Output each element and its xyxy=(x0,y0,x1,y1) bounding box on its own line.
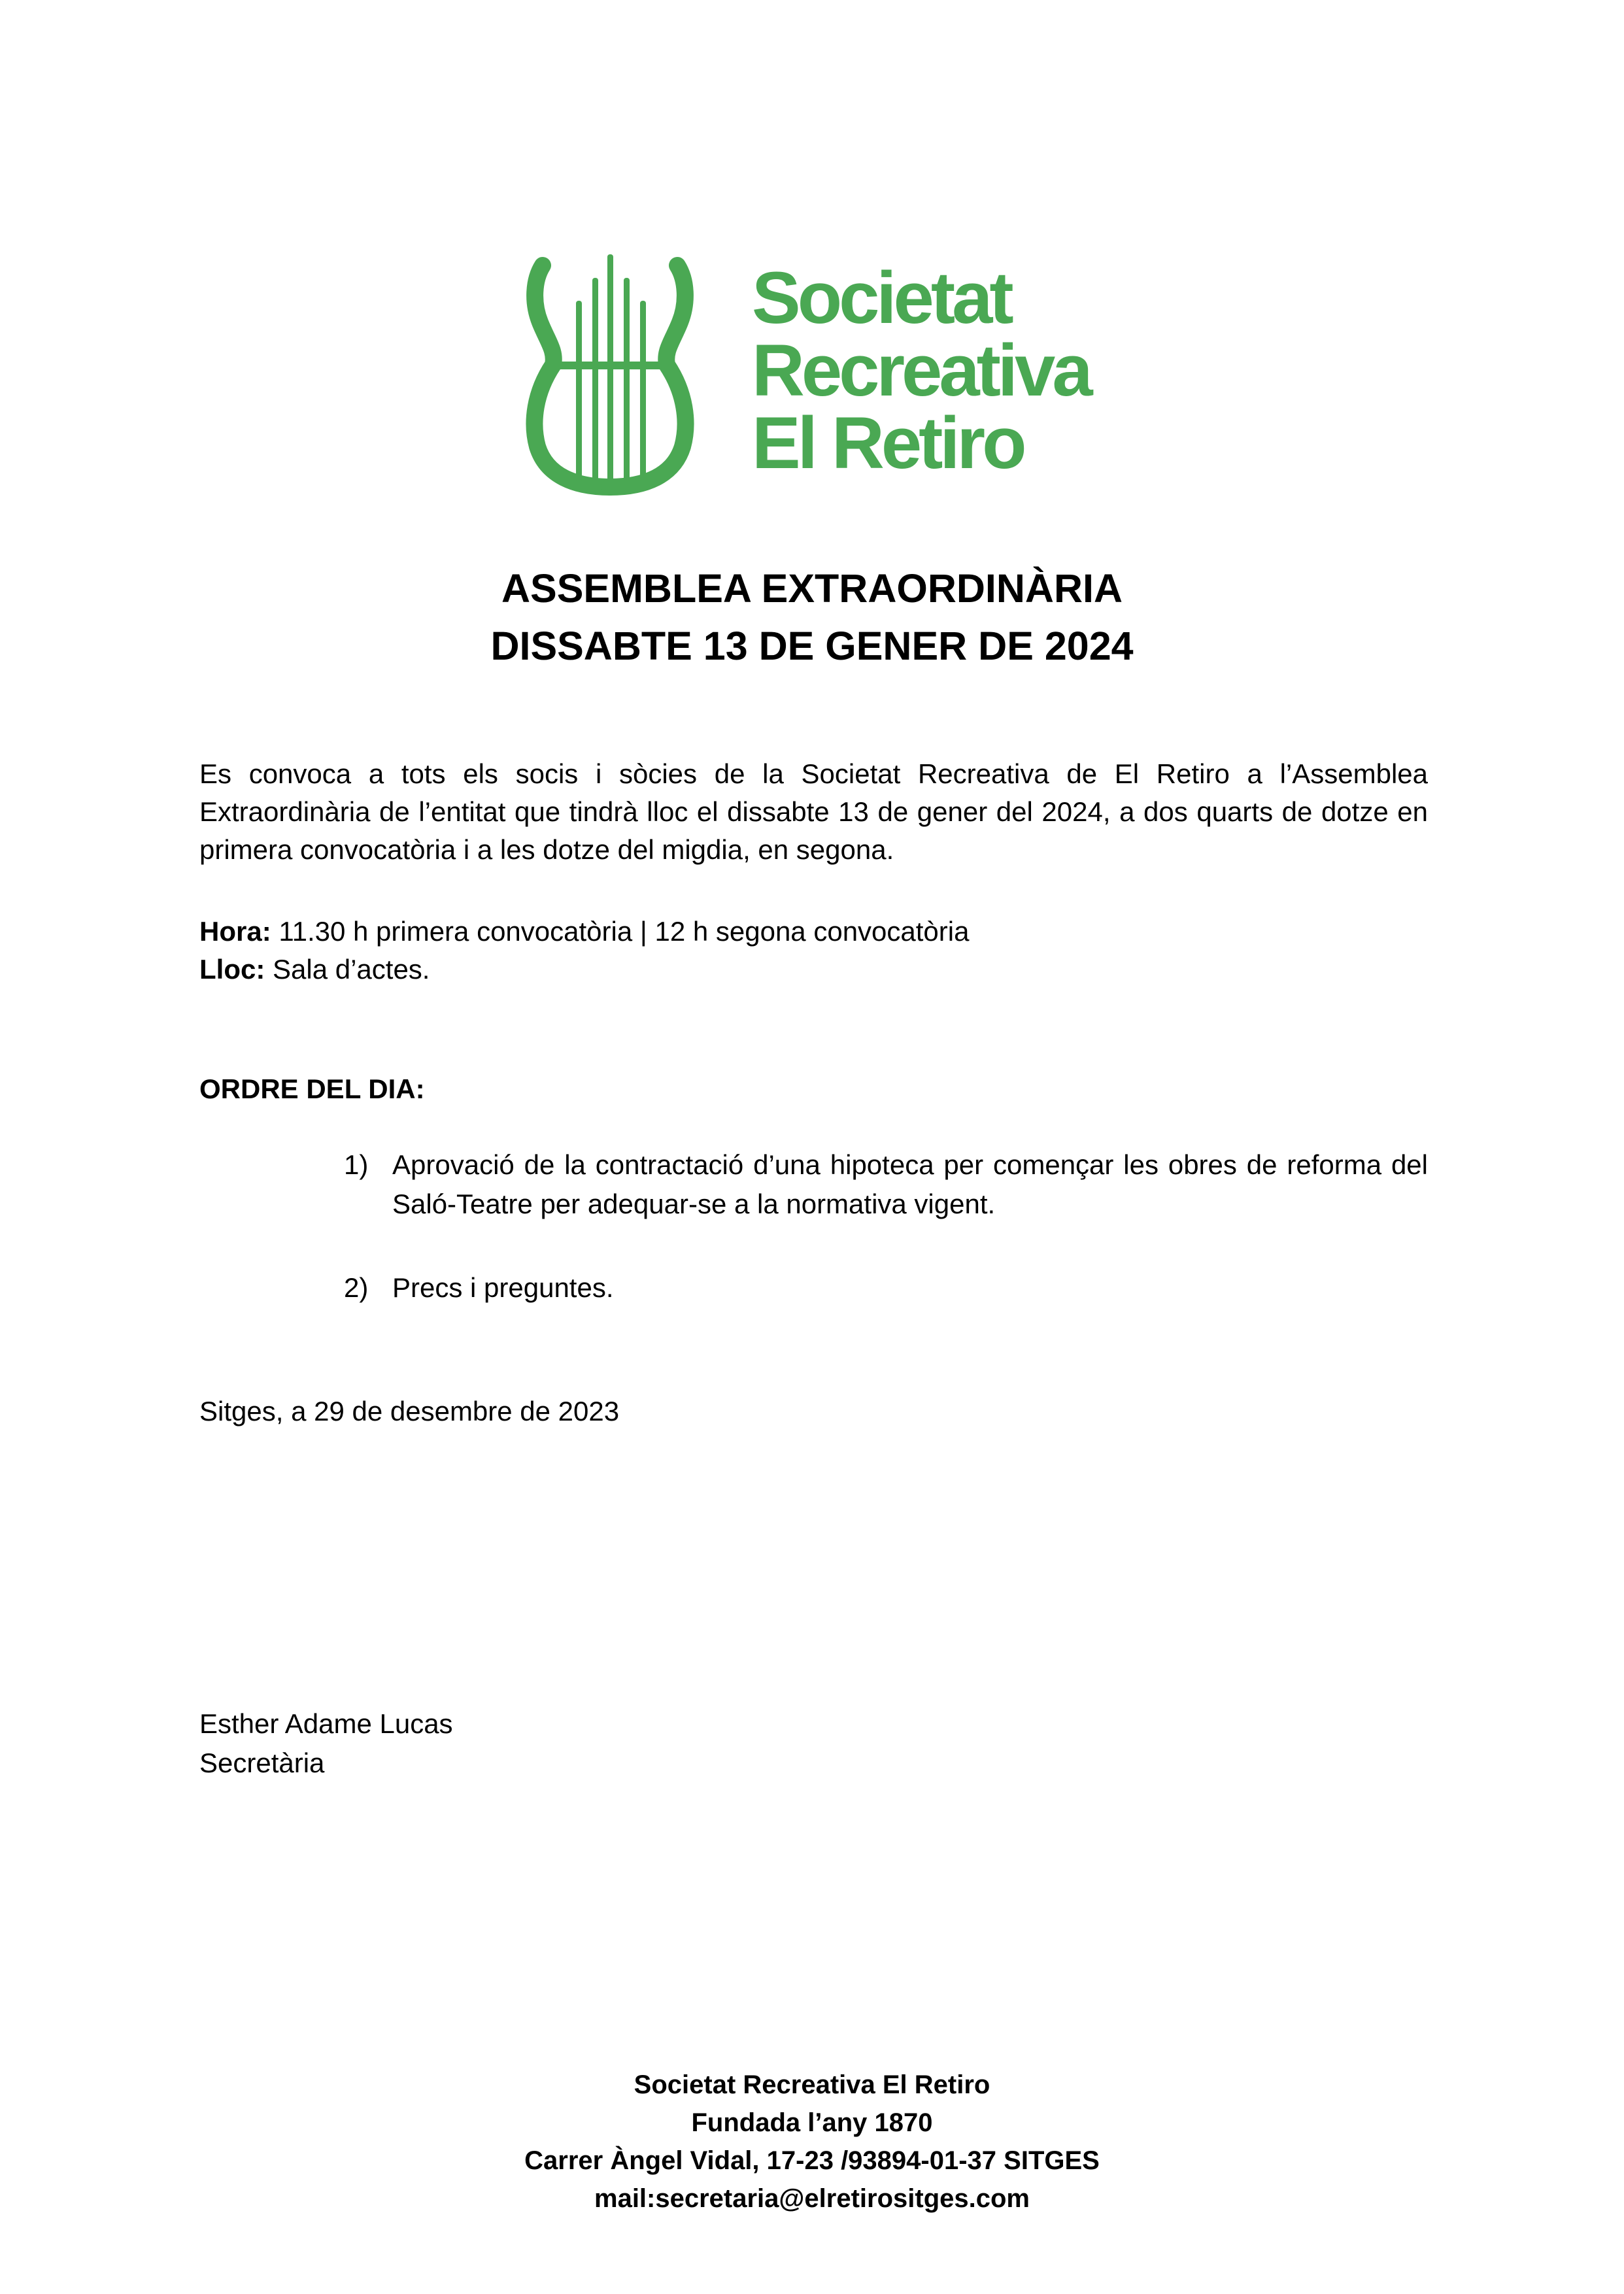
lyre-strings xyxy=(550,254,675,482)
logo-wordmark xyxy=(752,257,1090,484)
logo-wordmark-line-3: El Retiro xyxy=(752,402,1024,484)
footer-block xyxy=(196,2066,1428,2218)
agenda-item-2-number: 2) xyxy=(344,1272,369,1303)
lyre-logo-icon xyxy=(522,254,698,496)
lloc-value: Sala d’actes. xyxy=(265,954,430,985)
signature-role: Secretària xyxy=(199,1747,325,1778)
footer-email: mail:secretaria@elretirositges.com xyxy=(594,2184,1030,2213)
signature-block xyxy=(199,1704,453,1783)
document-title xyxy=(196,560,1428,675)
agenda-item-2 xyxy=(344,1268,1428,1307)
hora-label: Hora: xyxy=(199,916,271,947)
intro-paragraph: Es convoca a tots els socis i sòcies de la Societat Recreativa de El Retiro a l’Assemblea Extraordinària de l’entitat que tindrà lloc el dissabte 13 de gener del 2024, a dos quarts de dotze en primera convocatòria i a les dotze del migdia, en segona. xyxy=(199,758,1428,865)
lloc-label: Lloc: xyxy=(199,954,265,985)
hora-line xyxy=(199,913,1428,951)
lloc-line xyxy=(199,951,1428,988)
lyre-left-arm xyxy=(534,265,610,487)
event-details xyxy=(199,913,1428,988)
footer-org-name: Societat Recreativa El Retiro xyxy=(634,2070,990,2099)
footer-address: Carrer Àngel Vidal, 17-23 /93894-01-37 SITGES xyxy=(524,2146,1100,2175)
hora-value: 11.30 h primera convocatòria | 12 h segona convocatòria xyxy=(271,916,970,947)
logo-wordmark-line-1: Societat xyxy=(752,257,1011,339)
lyre-right-arm xyxy=(610,265,686,487)
agenda-item-1-number: 1) xyxy=(344,1149,369,1180)
agenda-heading: ORDRE DEL DIA: xyxy=(199,1073,425,1104)
agenda-item-1-text: Aprovació de la contractació d’una hipoteca per començar les obres de reforma del Saló-Teatre per adequar-se a la normativa vigent. xyxy=(392,1149,1428,1219)
lyre-crossbar xyxy=(550,362,675,369)
agenda-item-2-text: Precs i preguntes. xyxy=(392,1272,614,1303)
signature-name: Esther Adame Lucas xyxy=(199,1708,453,1739)
logo-wordmark-line-2: Recreativa xyxy=(752,329,1090,411)
footer-founded: Fundada l’any 1870 xyxy=(691,2108,933,2137)
title-line-2: DISSABTE 13 DE GENER DE 2024 xyxy=(490,624,1134,668)
dateline: Sitges, a 29 de desembre de 2023 xyxy=(199,1396,620,1426)
title-line-1: ASSEMBLEA EXTRAORDINÀRIA xyxy=(501,566,1123,611)
agenda-item-1 xyxy=(344,1145,1428,1224)
